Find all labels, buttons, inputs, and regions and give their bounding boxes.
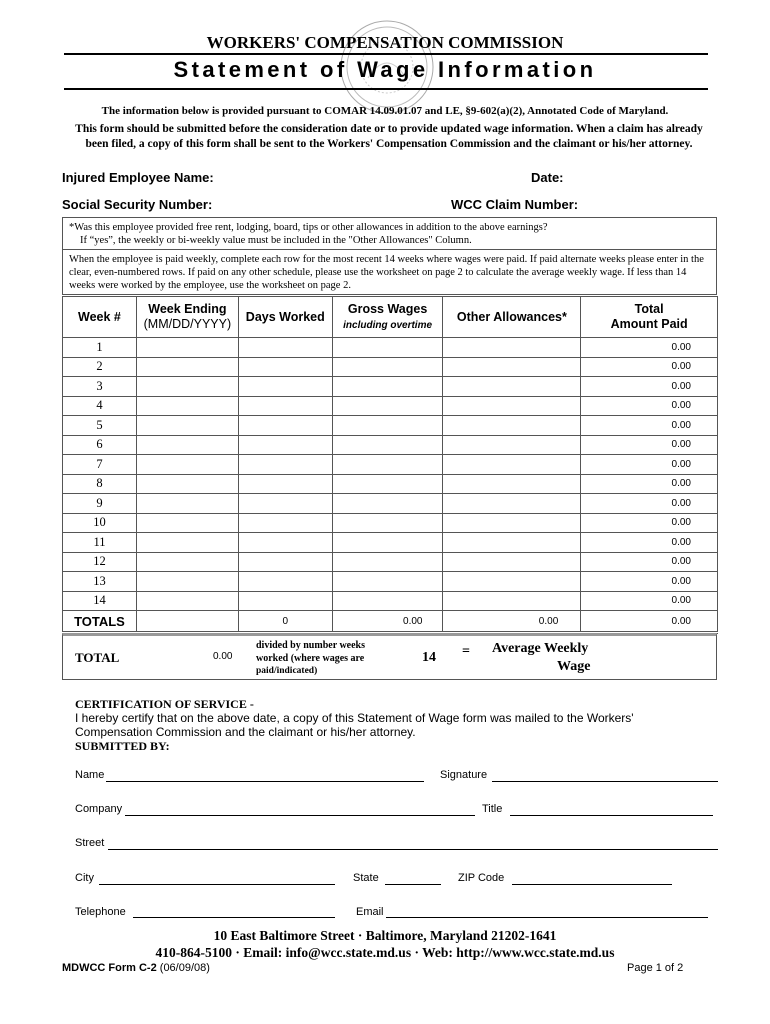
week-number: 14 xyxy=(63,591,137,611)
gross-wages-cell[interactable] xyxy=(332,591,443,611)
week-ending-cell[interactable] xyxy=(136,416,238,436)
gross-wages-cell[interactable] xyxy=(332,474,443,494)
total-amount-cell: 0.00 xyxy=(581,435,718,455)
gross-wages-cell[interactable] xyxy=(332,396,443,416)
weeks-count[interactable]: 14 xyxy=(422,650,436,665)
total-amount-cell: 0.00 xyxy=(581,377,718,397)
other-allowances-cell[interactable] xyxy=(443,338,581,358)
state-field[interactable] xyxy=(385,884,441,885)
col-gross-wages: Gross Wages including overtime xyxy=(332,297,443,338)
average-total-value: 0.00 xyxy=(213,651,233,662)
zip-label: ZIP Code xyxy=(458,872,505,884)
total-amount-cell: 0.00 xyxy=(581,572,718,592)
week-number: 7 xyxy=(63,455,137,475)
gross-wages-cell[interactable] xyxy=(332,552,443,572)
week-ending-cell[interactable] xyxy=(136,435,238,455)
week-ending-cell[interactable] xyxy=(136,338,238,358)
name-label: Name xyxy=(75,769,105,781)
average-wage-label: Wage xyxy=(557,659,591,674)
allowances-note-2: If “yes”, the weekly or bi-weekly value must be included in the "Other Allowances" Column. xyxy=(80,235,472,246)
week-ending-cell[interactable] xyxy=(136,474,238,494)
table-row xyxy=(63,513,718,533)
title-rule xyxy=(64,88,708,90)
table-row xyxy=(63,552,718,572)
other-allowances-cell[interactable] xyxy=(443,513,581,533)
form-date: (06/09/08) xyxy=(159,962,210,974)
days-worked-cell[interactable] xyxy=(238,377,332,397)
divided-text-2: worked (where wages are xyxy=(256,653,365,664)
totals-week-ending xyxy=(136,611,238,633)
total-amount-cell: 0.00 xyxy=(581,396,718,416)
col-total: Total Amount Paid xyxy=(581,297,718,338)
days-worked-cell[interactable] xyxy=(238,435,332,455)
week-number: 9 xyxy=(63,494,137,514)
certification-text-2: Compensation Commission and the claimant or his/her attorney. xyxy=(75,725,416,739)
week-ending-cell[interactable] xyxy=(136,533,238,553)
week-ending-cell[interactable] xyxy=(136,494,238,514)
week-number: 2 xyxy=(63,357,137,377)
week-ending-cell[interactable] xyxy=(136,377,238,397)
other-allowances-cell[interactable] xyxy=(443,357,581,377)
days-worked-cell[interactable] xyxy=(238,494,332,514)
table-row xyxy=(63,377,718,397)
days-worked-cell[interactable] xyxy=(238,455,332,475)
totals-row xyxy=(63,611,718,633)
table-row xyxy=(63,396,718,416)
equals-sign: = xyxy=(462,644,470,659)
week-number: 1 xyxy=(63,338,137,358)
totals-days: 0 xyxy=(238,611,332,633)
week-number: 5 xyxy=(63,416,137,436)
company-field[interactable] xyxy=(125,815,475,816)
wage-table xyxy=(62,296,718,634)
ssn-label[interactable]: Social Security Number: xyxy=(62,197,213,212)
days-worked-cell[interactable] xyxy=(238,357,332,377)
gross-wages-cell[interactable] xyxy=(332,377,443,397)
week-number: 6 xyxy=(63,435,137,455)
days-worked-cell[interactable] xyxy=(238,416,332,436)
street-field[interactable] xyxy=(108,849,718,850)
gross-wages-cell[interactable] xyxy=(332,513,443,533)
week-number: 12 xyxy=(63,552,137,572)
week-number: 11 xyxy=(63,533,137,553)
week-ending-cell[interactable] xyxy=(136,591,238,611)
gross-wages-cell[interactable] xyxy=(332,533,443,553)
days-worked-cell[interactable] xyxy=(238,591,332,611)
gross-wages-cell[interactable] xyxy=(332,455,443,475)
other-allowances-cell[interactable] xyxy=(443,474,581,494)
authority-text: The information below is provided pursuant to COMAR 14.09.01.07 and LE, §9-602(a)(2), Annotated Code of Maryland. xyxy=(101,105,669,117)
company-label: Company xyxy=(75,803,123,815)
footer-address: 10 East Baltimore Street · Baltimore, Maryland 21202-1641 xyxy=(213,928,557,943)
other-allowances-cell[interactable] xyxy=(443,455,581,475)
week-ending-cell[interactable] xyxy=(136,396,238,416)
other-allowances-cell[interactable] xyxy=(443,396,581,416)
signature-field[interactable] xyxy=(492,781,718,782)
col-week: Week # xyxy=(63,297,137,338)
days-worked-cell[interactable] xyxy=(238,513,332,533)
table-row xyxy=(63,591,718,611)
divided-text-3: paid/indicated) xyxy=(256,666,318,676)
form-number: MDWCC Form C-2 xyxy=(62,962,157,974)
average-box xyxy=(62,633,717,680)
table-row xyxy=(63,494,718,514)
total-amount-cell: 0.00 xyxy=(581,338,718,358)
days-worked-cell[interactable] xyxy=(238,396,332,416)
col-week-ending: Week Ending (MM/DD/YYYY) xyxy=(136,297,238,338)
table-row xyxy=(63,474,718,494)
week-ending-cell[interactable] xyxy=(136,572,238,592)
gross-wages-cell[interactable] xyxy=(332,435,443,455)
other-allowances-cell[interactable] xyxy=(443,494,581,514)
total-amount-cell: 0.00 xyxy=(581,474,718,494)
zip-field[interactable] xyxy=(512,884,672,885)
col-days-worked: Days Worked xyxy=(238,297,332,338)
total-amount-cell: 0.00 xyxy=(581,513,718,533)
week-number: 13 xyxy=(63,572,137,592)
totals-other: 0.00 xyxy=(443,611,581,633)
other-allowances-cell[interactable] xyxy=(443,552,581,572)
totals-gross: 0.00 xyxy=(332,611,443,633)
title-field[interactable] xyxy=(510,815,713,816)
allowances-note-1: *Was this employee provided free rent, lodging, board, tips or other allowances in addition to the above earnings? xyxy=(69,222,548,233)
days-worked-cell[interactable] xyxy=(238,338,332,358)
table-row xyxy=(63,572,718,592)
city-field[interactable] xyxy=(99,884,335,885)
title-label: Title xyxy=(482,803,503,815)
email-field[interactable] xyxy=(386,917,708,918)
total-amount-cell: 0.00 xyxy=(581,416,718,436)
telephone-field[interactable] xyxy=(133,917,335,918)
page-number: Page 1 of 2 xyxy=(627,962,684,974)
week-ending-cell[interactable] xyxy=(136,357,238,377)
table-row xyxy=(63,435,718,455)
total-amount-cell: 0.00 xyxy=(581,357,718,377)
week-number: 8 xyxy=(63,474,137,494)
form-id xyxy=(62,962,210,974)
week-number: 4 xyxy=(63,396,137,416)
other-allowances-cell[interactable] xyxy=(443,377,581,397)
page-title: Statement of Wage Information xyxy=(173,57,597,82)
other-allowances-cell[interactable] xyxy=(443,533,581,553)
other-allowances-cell[interactable] xyxy=(443,416,581,436)
paid-weekly-note: When the employee is paid weekly, complete each row for the most recent 14 weeks where wages were paid. If paid alternate weeks please enter in the clear, even-numbered rows. If paid on any other schedule, please use the worksheet on page 2 to calculate the average weekly wage. If less than 14 weeks were worked by the employee, use the worksheet on page 2. xyxy=(69,254,704,291)
table-row xyxy=(63,357,718,377)
week-ending-cell[interactable] xyxy=(136,513,238,533)
average-total-label: TOTAL xyxy=(75,650,120,665)
col-other-allowances: Other Allowances* xyxy=(443,297,581,338)
total-amount-cell: 0.00 xyxy=(581,455,718,475)
days-worked-cell[interactable] xyxy=(238,474,332,494)
divided-text-1: divided by number weeks xyxy=(256,640,366,651)
week-ending-cell[interactable] xyxy=(136,552,238,572)
notes-divider xyxy=(62,249,717,250)
state-label: State xyxy=(353,872,379,884)
table-row xyxy=(63,455,718,475)
other-allowances-cell[interactable] xyxy=(443,435,581,455)
days-worked-cell[interactable] xyxy=(238,552,332,572)
gross-wages-cell[interactable] xyxy=(332,572,443,592)
total-amount-cell: 0.00 xyxy=(581,533,718,553)
city-label: City xyxy=(75,872,94,884)
table-row xyxy=(63,338,718,358)
average-weekly-label: Average Weekly xyxy=(492,641,589,656)
gross-wages-cell[interactable] xyxy=(332,357,443,377)
instructions-text: This form should be submitted before the consideration date or to provide updated wage information. When a claim has already been filed, a copy of this form shall be sent to the Workers' Compensation Commission and the claimant or his/her attorney. xyxy=(75,123,703,150)
days-worked-cell[interactable] xyxy=(238,533,332,553)
days-worked-cell[interactable] xyxy=(238,572,332,592)
street-label: Street xyxy=(75,837,105,849)
other-allowances-cell[interactable] xyxy=(443,572,581,592)
submitted-by-label: SUBMITTED BY: xyxy=(75,739,170,753)
week-ending-cell[interactable] xyxy=(136,455,238,475)
email-label: Email xyxy=(356,906,384,918)
other-allowances-cell[interactable] xyxy=(443,591,581,611)
totals-total: 0.00 xyxy=(581,611,718,633)
total-amount-cell: 0.00 xyxy=(581,494,718,514)
totals-label: TOTALS xyxy=(63,611,137,633)
certification-text-1: I hereby certify that on the above date, a copy of this Statement of Wage form was mailed to the Workers' xyxy=(75,711,634,725)
certification-heading: CERTIFICATION OF SERVICE - xyxy=(75,697,254,711)
telephone-label: Telephone xyxy=(75,906,126,918)
week-number: 3 xyxy=(63,377,137,397)
footer-contact: 410-864-5100 · Email: info@wcc.state.md.us · Web: http://www.wcc.state.md.us xyxy=(155,945,615,960)
week-number: 10 xyxy=(63,513,137,533)
date-label[interactable]: Date: xyxy=(531,170,564,185)
agency-name: WORKERS' COMPENSATION COMMISSION xyxy=(206,33,564,52)
injured-employee-label[interactable]: Injured Employee Name: xyxy=(62,170,214,185)
name-field[interactable] xyxy=(106,781,424,782)
total-amount-cell: 0.00 xyxy=(581,552,718,572)
signature-label: Signature xyxy=(440,769,488,781)
gross-wages-cell[interactable] xyxy=(332,494,443,514)
claim-number-label[interactable]: WCC Claim Number: xyxy=(451,197,579,212)
table-row xyxy=(63,533,718,553)
total-amount-cell: 0.00 xyxy=(581,591,718,611)
header-rule xyxy=(64,53,708,55)
table-row xyxy=(63,416,718,436)
gross-wages-cell[interactable] xyxy=(332,338,443,358)
gross-wages-cell[interactable] xyxy=(332,416,443,436)
